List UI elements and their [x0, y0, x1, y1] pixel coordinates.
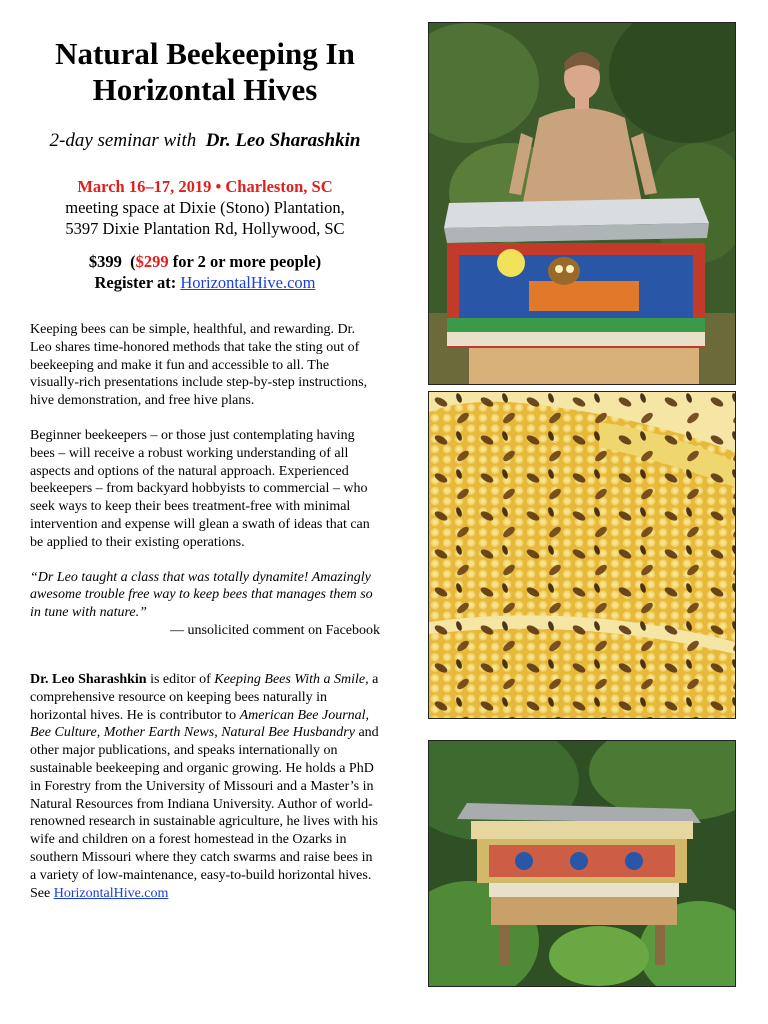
audience-paragraph: Beginner beekeepers – or those just contemplating having bees – will receive a robust working understanding of all aspects and options of the natural approach. Experienced beekeepers – from backyard hobbyists to commercial – who seek ways to keep their bees treatment-free with minimal intervention and expense will glean a swath of ideas that can be applied to their existing operations.: [30, 427, 370, 550]
bio-text-2: , a comprehensive resource on keeping bees naturally in horizontal hives. He is contributor to: [30, 671, 379, 723]
title-line-1: Natural Beekeeping In: [55, 36, 355, 71]
honeycomb-illustration: [429, 392, 735, 718]
price-main: $399: [88, 252, 122, 271]
bio-publication-1: American Bee Journal: [239, 707, 366, 723]
price-group-text: for 2 or more people): [172, 252, 322, 271]
intro-paragraph: Keeping bees can be simple, healthful, and rewarding. Dr. Leo shares time-honored methods that take the sting out of beekeeping and make it fun and accessible to all. The visually-rich presentations include step-by-step instructions, hive demonstration, and free hive plans.: [30, 322, 368, 409]
garden-hive-illustration: [429, 741, 735, 986]
venue-line-1: meeting space at Dixie (Stono) Plantation,: [65, 198, 345, 217]
register-label: Register at:: [94, 273, 177, 292]
event-date-location: March 16–17, 2019 • Charleston, SC: [77, 177, 333, 196]
photo-presenter-with-hive: [428, 22, 736, 385]
bio-publication-2: Bee Culture: [30, 725, 97, 741]
bio-link[interactable]: HorizontalHive.com: [53, 885, 169, 901]
price-open-paren: (: [130, 252, 136, 271]
venue-line-2: 5397 Dixie Plantation Rd, Hollywood, SC: [65, 219, 345, 238]
testimonial-attribution: — unsolicited comment on Facebook: [170, 622, 380, 638]
bio-publication-3: Mother Earth News: [103, 725, 215, 741]
pricing: [30, 251, 380, 293]
bio-separator-3: ,: [214, 725, 222, 741]
flyer-text-column: [30, 36, 380, 902]
photo-garden-hive: [428, 740, 736, 987]
bio-separator-2: ,: [96, 725, 104, 741]
bio-book-title: Keeping Bees With a Smile: [214, 671, 366, 687]
presenter-hive-illustration: [429, 23, 735, 384]
subtitle-prefix: 2-day seminar with: [49, 130, 197, 151]
testimonial-quote: “Dr Leo taught a class that was totally dynamite! Amazingly awesome trouble free way to keep bees that manages them so in tune with nature.”: [30, 569, 373, 621]
bio-paragraph: [30, 671, 380, 902]
presenter-name: Dr. Leo Sharashkin: [205, 130, 361, 151]
flyer-title: [30, 36, 380, 108]
price-group-amount: $299: [135, 252, 169, 271]
bio-text-3: and other major publications, and speaks internationally on sustainable beekeeping and organic growing. He holds a PhD in Forestry from the University of Missouri and a Master’s in Natural Resources from Indiana University. Author of world-renowned research in sustainable agriculture, he lives with his wife and children on a forest homestead in the Ozarks in southern Missouri where they catch swarms and raise bees in a variety of low-maintenance, easy-to-build horizontal hives. See: [30, 725, 379, 901]
seminar-subtitle: [30, 130, 380, 152]
bio-name: Dr. Leo Sharashkin: [30, 671, 147, 687]
photo-honeycomb-bees: [428, 391, 736, 719]
bio-publication-4: Natural Bee Husbandry: [221, 725, 355, 741]
title-line-2: Horizontal Hives: [92, 72, 318, 107]
event-details: [30, 176, 380, 239]
bio-text-1: is editor of: [146, 671, 215, 687]
register-link[interactable]: HorizontalHive.com: [180, 273, 316, 292]
bio-separator-1: ,: [365, 707, 370, 723]
